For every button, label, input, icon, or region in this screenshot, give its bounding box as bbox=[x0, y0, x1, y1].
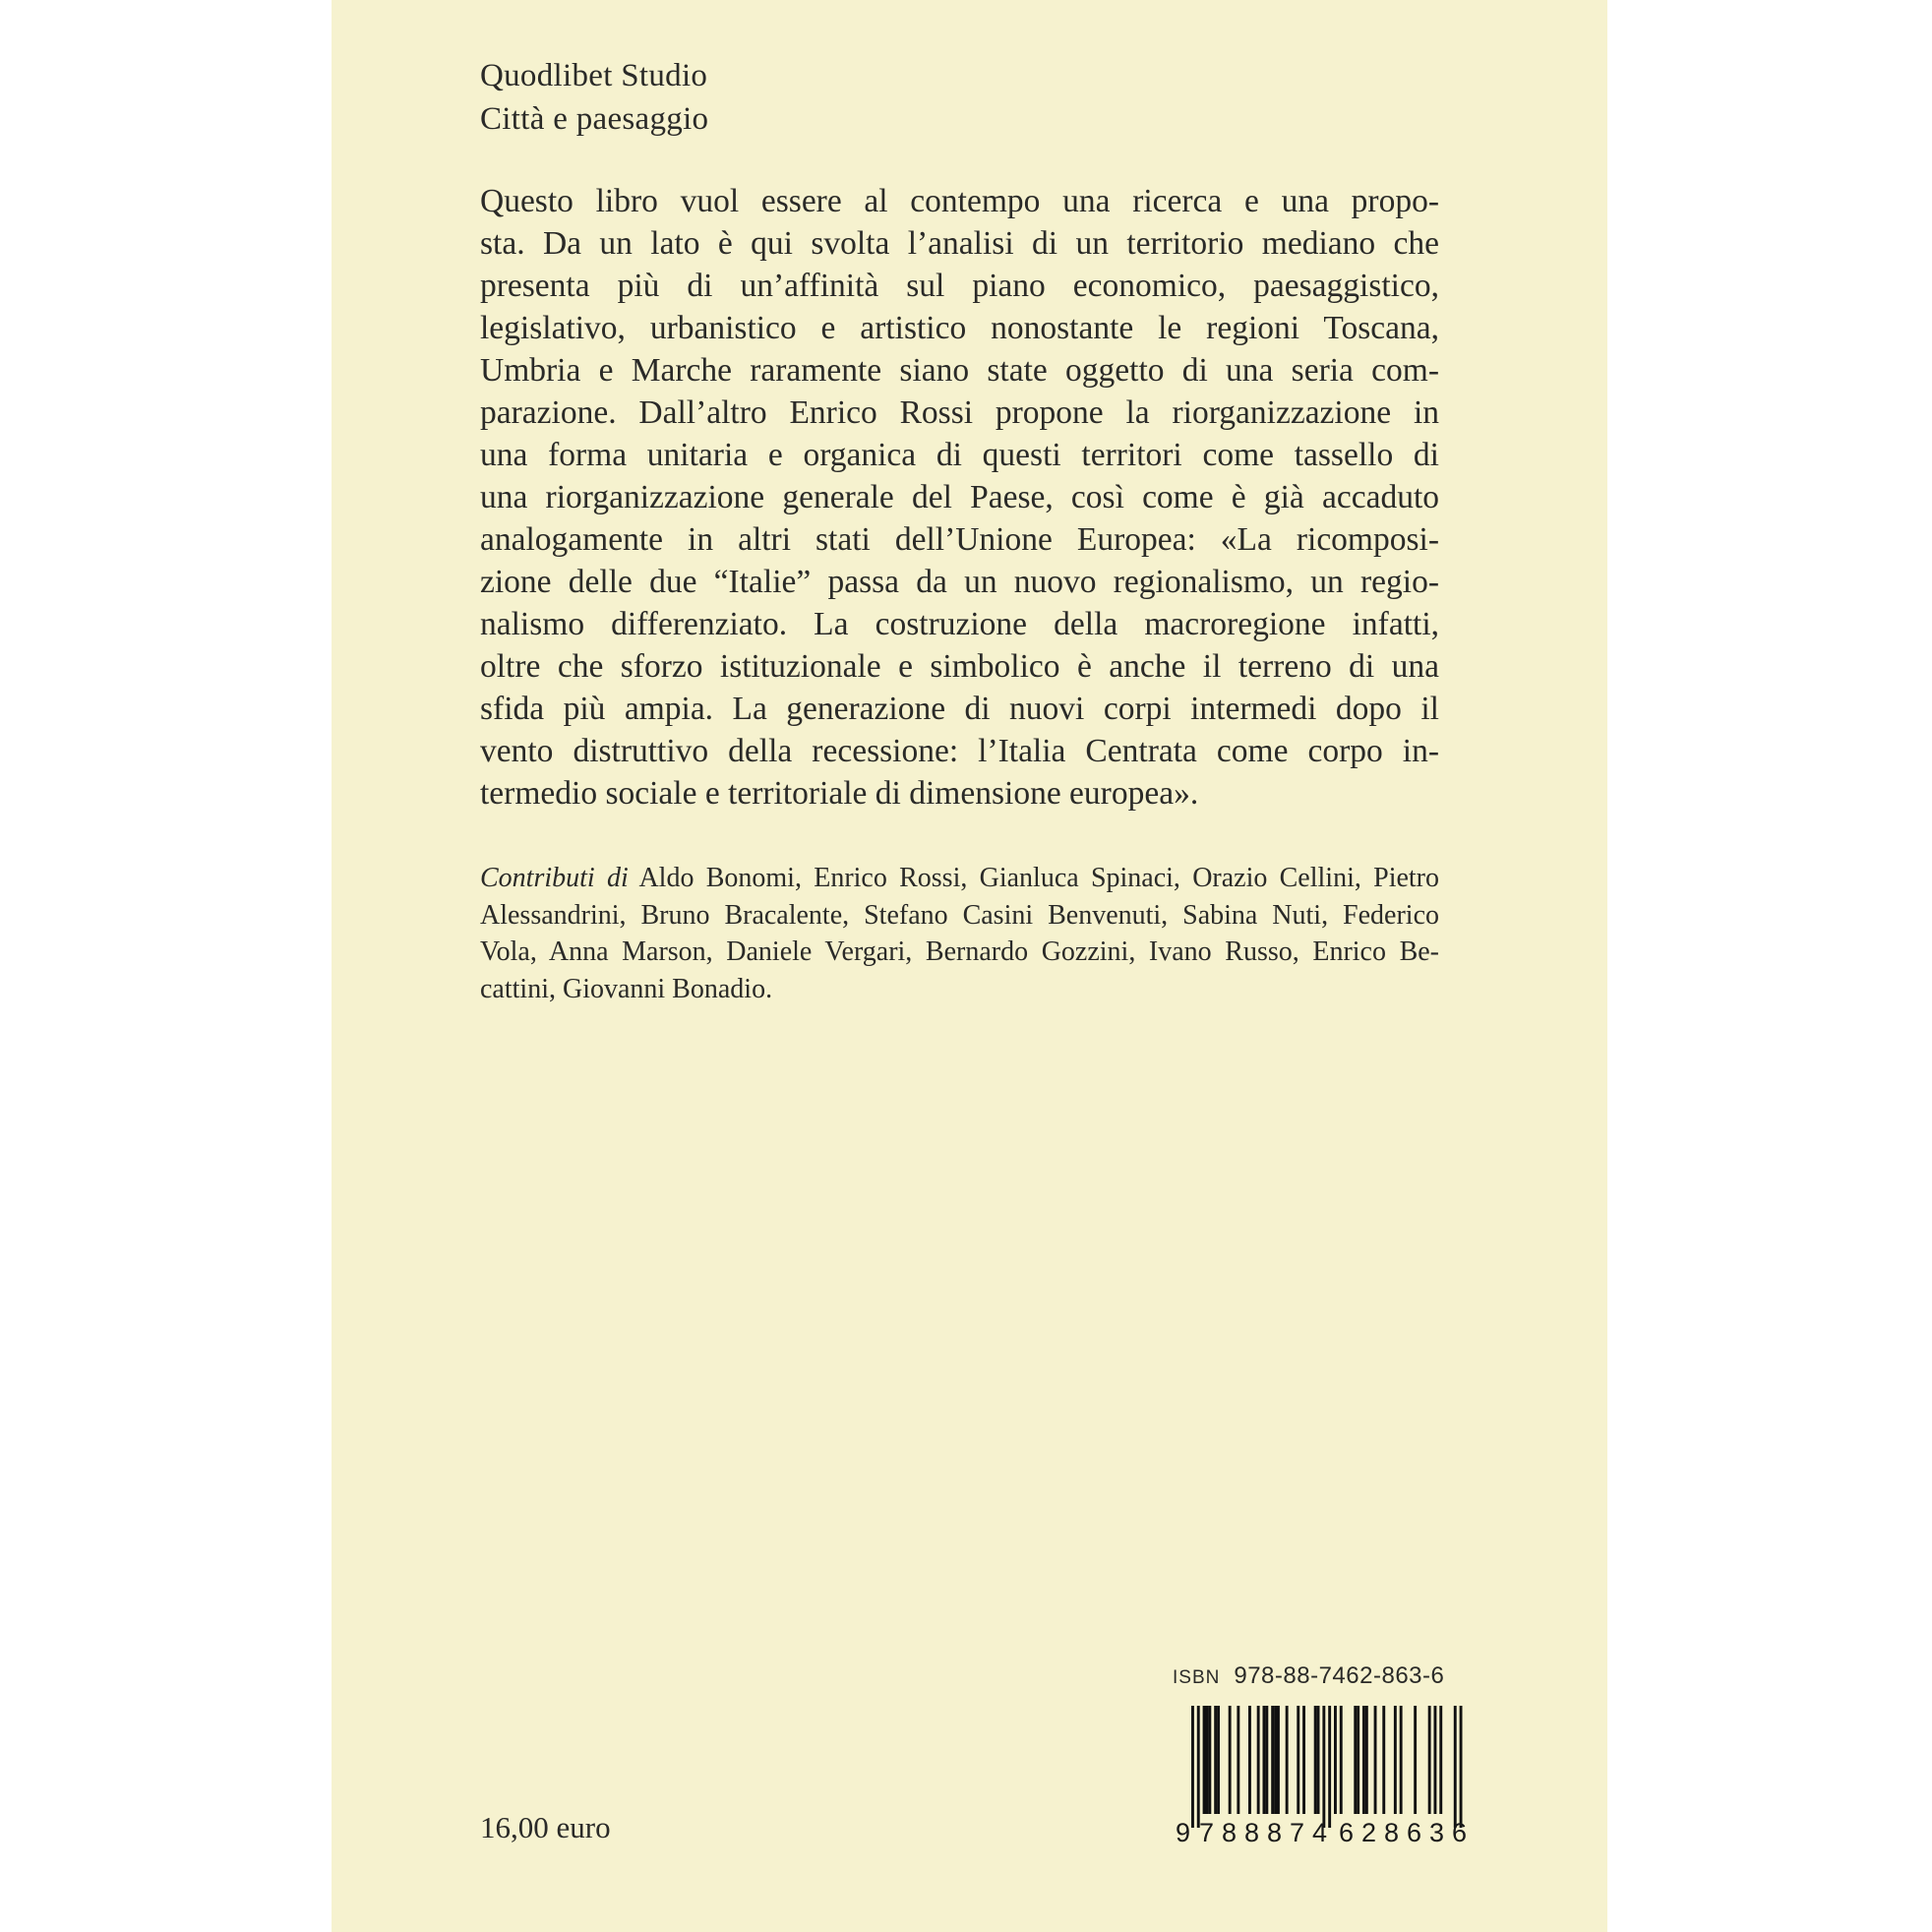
barcode-bar bbox=[1382, 1706, 1385, 1814]
contributors-lead: Contributi di bbox=[480, 863, 629, 893]
barcode-bar bbox=[1265, 1706, 1268, 1814]
barcode-bar bbox=[1274, 1706, 1277, 1814]
barcode-bar bbox=[1314, 1706, 1317, 1814]
contributors-line bbox=[480, 860, 1439, 897]
barcode-bar bbox=[1317, 1706, 1320, 1814]
isbn-number bbox=[1173, 1662, 1444, 1692]
contributors-line: cattini, Giovanni Bonadio. bbox=[480, 973, 773, 1004]
blurb-line: legislativo, urbanistico e artistico nonostante le regioni Toscana, bbox=[480, 310, 1439, 346]
blurb-line: una riorganizzazione generale del Paese, così come è già accaduto bbox=[480, 479, 1439, 515]
blurb-line: parazione. Dall’altro Enrico Rossi propone la riorganizzazione in bbox=[480, 394, 1439, 431]
barcode-bar bbox=[1277, 1706, 1280, 1814]
barcode-bar bbox=[1428, 1706, 1431, 1814]
book-back-cover bbox=[332, 0, 1607, 1932]
barcode-bar bbox=[1400, 1706, 1403, 1814]
barcode-bar bbox=[1322, 1706, 1325, 1828]
contributors-first-names: Aldo Bonomi, Enrico Rossi, Gianluca Spinaci, Orazio Cellini, Pietro bbox=[628, 863, 1440, 893]
blurb-line: sta. Da un lato è qui svolta l’analisi di un territorio mediano che bbox=[480, 225, 1439, 262]
price: 16,00 euro bbox=[480, 1810, 611, 1844]
blurb-line: una forma unitaria e organica di questi territori come tassello di bbox=[480, 437, 1439, 473]
publisher-series-name: Quodlibet Studio bbox=[480, 58, 708, 93]
barcode-bar bbox=[1357, 1706, 1359, 1814]
blurb-line: termedio sociale e territoriale di dimensione europea». bbox=[480, 775, 1199, 812]
barcode-bar bbox=[1362, 1706, 1365, 1814]
blurb-text bbox=[480, 180, 1439, 815]
barcode-bar bbox=[1191, 1706, 1194, 1828]
barcode-bar bbox=[1197, 1706, 1200, 1828]
barcode-bar bbox=[1214, 1706, 1217, 1814]
blurb-line: Questo libro vuol essere al contempo una ricerca e una propo- bbox=[480, 183, 1439, 219]
contributors-line: Vola, Anna Marson, Daniele Vergari, Bernardo Gozzini, Ivano Russo, Enrico Be- bbox=[480, 936, 1439, 967]
blurb-line: oltre che sforzo istituzionale e simbolico è anche il terreno di una bbox=[480, 648, 1439, 685]
barcode-bar bbox=[1286, 1706, 1289, 1814]
barcode-bar bbox=[1302, 1706, 1305, 1814]
barcode-right-digits: 628636 bbox=[1339, 1818, 1467, 1845]
barcode-bar bbox=[1257, 1706, 1260, 1814]
barcode-bar bbox=[1439, 1706, 1442, 1814]
barcode-bar bbox=[1297, 1706, 1299, 1814]
barcode-bar bbox=[1460, 1706, 1463, 1828]
barcode-bar bbox=[1334, 1706, 1337, 1814]
blurb-line: presenta più di un’affinità sul piano economico, paesaggistico, bbox=[480, 268, 1439, 304]
barcode-bar bbox=[1208, 1706, 1211, 1814]
series-heading bbox=[480, 54, 708, 141]
barcode-bar bbox=[1340, 1706, 1343, 1814]
barcode-bar bbox=[1248, 1706, 1251, 1814]
isbn-barcode bbox=[1174, 1700, 1479, 1845]
barcode-bar bbox=[1414, 1706, 1417, 1814]
isbn-value: 978-88-7462-863-6 bbox=[1234, 1662, 1445, 1689]
collection-name: Città e paesaggio bbox=[480, 101, 709, 137]
barcode-bar bbox=[1229, 1706, 1232, 1814]
barcode-bar bbox=[1354, 1706, 1357, 1814]
barcode-bar bbox=[1365, 1706, 1368, 1814]
barcode-bar bbox=[1237, 1706, 1239, 1814]
barcode-bar bbox=[1328, 1706, 1331, 1828]
barcode-first-digit: 9 bbox=[1176, 1818, 1191, 1845]
contributors-list bbox=[480, 860, 1439, 1007]
barcode-bar bbox=[1271, 1706, 1274, 1814]
blurb-line: Umbria e Marche raramente siano state oggetto di una seria com- bbox=[480, 352, 1439, 389]
isbn-label: ISBN bbox=[1173, 1667, 1221, 1688]
blurb-line: vento distruttivo della recessione: l’Italia Centrata come corpo in- bbox=[480, 733, 1439, 769]
barcode-bar bbox=[1454, 1706, 1457, 1828]
barcode-bar bbox=[1203, 1706, 1206, 1814]
blurb-line: sfida più ampia. La generazione di nuovi corpi intermedi dopo il bbox=[480, 691, 1439, 727]
barcode-bars bbox=[1191, 1706, 1463, 1828]
barcode-bar bbox=[1374, 1706, 1377, 1814]
barcode-bar bbox=[1217, 1706, 1220, 1814]
blurb-line: zione delle due “Italie” passa da un nuovo regionalismo, un regio- bbox=[480, 564, 1439, 600]
barcode-bar bbox=[1206, 1706, 1209, 1814]
barcode-left-digits: 788874 bbox=[1199, 1818, 1327, 1845]
barcode-bar bbox=[1263, 1706, 1266, 1814]
blurb-line: analogamente in altri stati dell’Unione Europea: «La ricomposi- bbox=[480, 521, 1439, 558]
blurb-line: nalismo differenziato. La costruzione della macroregione infatti, bbox=[480, 606, 1439, 642]
contributors-line: Alessandrini, Bruno Bracalente, Stefano Casini Benvenuti, Sabina Nuti, Federico bbox=[480, 899, 1439, 931]
barcode-bar bbox=[1394, 1706, 1397, 1814]
barcode-bar bbox=[1434, 1706, 1437, 1814]
